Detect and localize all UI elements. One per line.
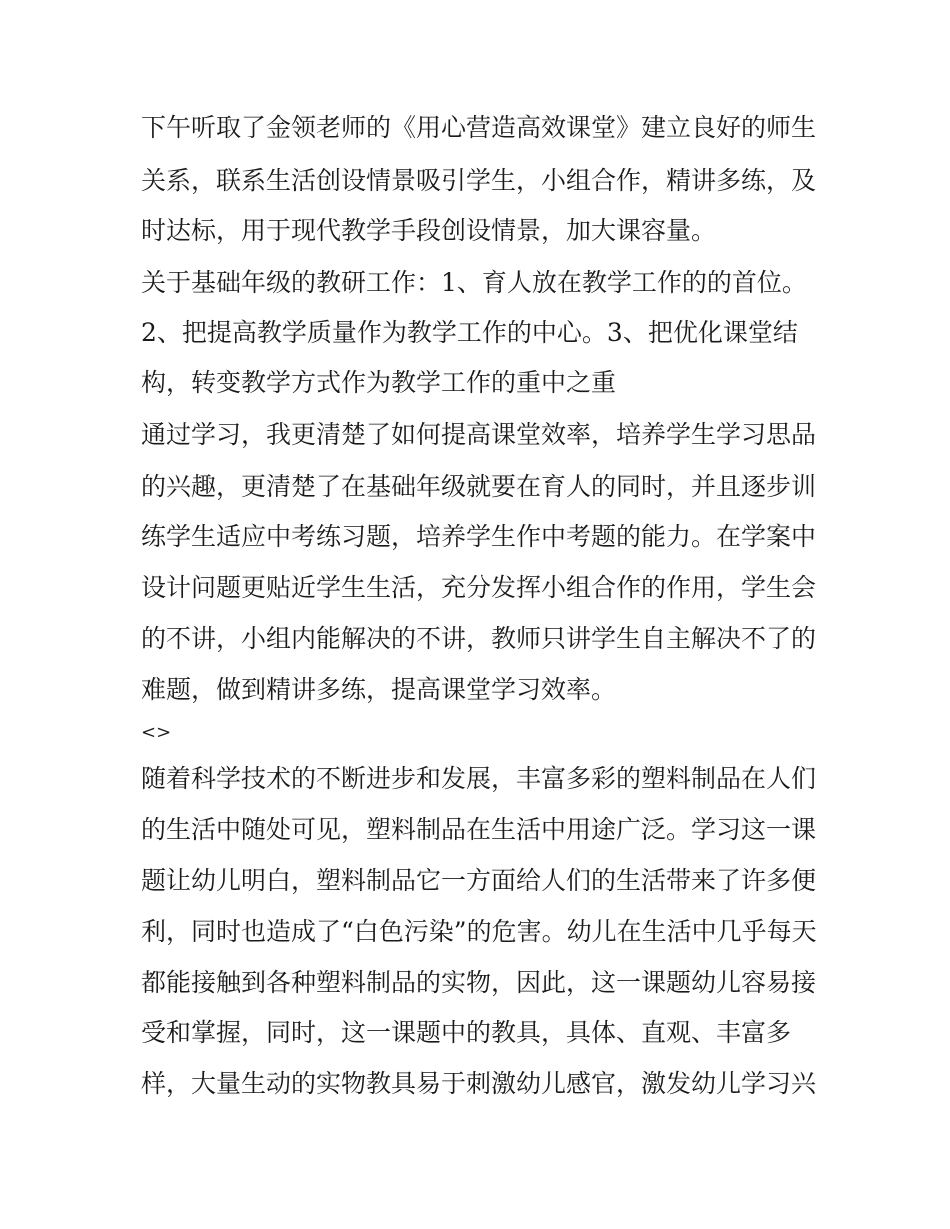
- text-line: 题让幼儿明白，塑料制品它一方面给人们的生活带来了许多便: [141, 866, 817, 895]
- text-line: 练学生适应中考练习题，培养学生作中考题的能力。在学案中: [141, 522, 817, 551]
- text-line: 难题，做到精讲多练，提高课堂学习效率。: [141, 675, 617, 704]
- text-line: 受和掌握，同时，这一课题中的教具，具体、直观、丰富多: [141, 1018, 792, 1047]
- text-line: 的兴趣，更清楚了在基础年级就要在育人的同时，并且逐步训: [141, 472, 817, 501]
- text-line: 关于基础年级的教研工作：1、育人放在教学工作的的首位。: [141, 268, 807, 297]
- text-line: 关系，联系生活创设情景吸引学生，小组合作，精讲多练，及: [141, 166, 817, 195]
- text-line: 样，大量生动的实物教具易于刺激幼儿感官，激发幼儿学习兴: [141, 1069, 817, 1098]
- text-line: 构，转变教学方式作为教学工作的重中之重: [141, 368, 617, 397]
- text-line: 的生活中随处可见，塑料制品在生活中用途广泛。学习这一课: [141, 815, 817, 844]
- text-line: 2、把提高教学质量作为教学工作的中心。3、把优化课堂结: [141, 318, 798, 347]
- separator-marker: <>: [141, 722, 172, 743]
- text-line: 时达标，用于现代教学手段创设情景，加大课容量。: [141, 216, 717, 245]
- text-line: 利，同时也造成了“白色污染”的危害。幼儿在生活中几乎每天: [141, 917, 817, 946]
- text-line: 下午听取了金领老师的《用心营造高效课堂》建立良好的师生: [141, 113, 817, 142]
- text-line: 随着科学技术的不断进步和发展，丰富多彩的塑料制品在人们: [141, 764, 817, 793]
- text-line: 都能接触到各种塑料制品的实物，因此，这一课题幼儿容易接: [141, 968, 817, 997]
- text-line: 通过学习，我更清楚了如何提高课堂效率，培养学生学习思品: [141, 420, 817, 449]
- text-line: 设计问题更贴近学生生活，充分发挥小组合作的作用，学生会: [141, 573, 817, 602]
- text-line: 的不讲，小组内能解决的不讲，教师只讲学生自主解决不了的: [141, 624, 817, 653]
